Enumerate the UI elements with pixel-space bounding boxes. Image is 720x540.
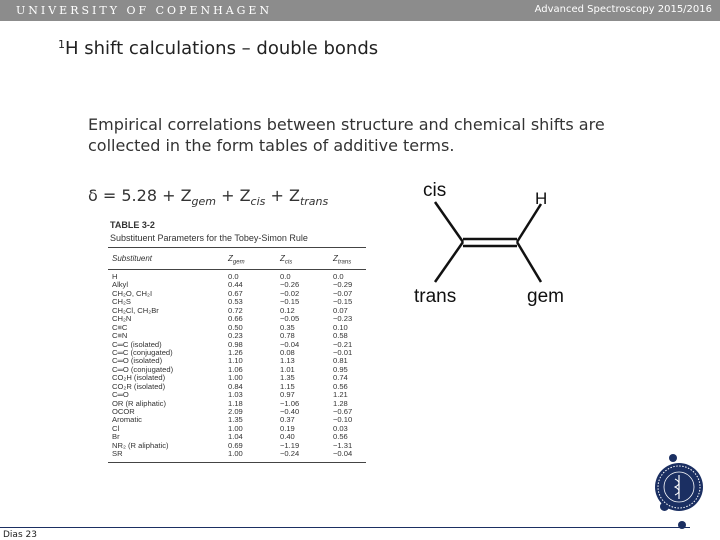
z-gem-cell: 0.84 (228, 381, 243, 391)
z-gem-cell: 1.00 (228, 423, 243, 433)
formula-part: δ = 5.28 + Z (88, 186, 192, 205)
table-row (108, 450, 366, 458)
z-trans-cell: 0.56 (333, 381, 348, 391)
z-letter: Z (333, 254, 338, 263)
z-trans-cell: −0.67 (333, 407, 353, 416)
formula (88, 186, 328, 208)
table-rule (108, 269, 366, 270)
z-letter: Z (228, 254, 233, 263)
z-cis-cell: 1.01 (280, 364, 295, 374)
z-gem-cell: 1.03 (228, 390, 243, 400)
header-substituent: Substituent (112, 254, 153, 263)
z-cis-cell: 0.37 (280, 415, 295, 425)
substituent-cell: OCOR (112, 407, 135, 416)
z-trans-cell: −0.01 (333, 347, 353, 357)
z-cis-cell: 0.78 (280, 331, 295, 341)
z-gem-cell: 0.50 (228, 322, 243, 332)
title-superscript: 1 (58, 38, 65, 51)
z-trans-cell: −1.31 (333, 440, 353, 450)
z-cis-cell: −0.26 (280, 280, 300, 290)
substituent-cell: C≡C (112, 322, 128, 332)
bond-trans (435, 242, 463, 282)
seal-icon (655, 463, 703, 511)
z-cis-cell: 1.35 (280, 373, 295, 383)
slide-title (58, 38, 378, 59)
z-cis-cell: −0.05 (280, 314, 300, 324)
bond-gem (517, 242, 541, 282)
formula-sub-trans: trans (299, 195, 329, 209)
z-cis-cell: 0.97 (280, 390, 295, 400)
z-gem-cell: 0.23 (228, 331, 243, 341)
substituent-table (108, 218, 366, 528)
formula-sub-gem: gem (191, 195, 216, 209)
table-rule (108, 247, 366, 248)
z-gem-cell: 0.0 (228, 272, 239, 281)
header-z-gem (228, 254, 245, 266)
z-gem-cell: 1.04 (228, 432, 243, 442)
substituent-cell: Br (112, 432, 120, 442)
z-gem-cell: 0.72 (228, 305, 243, 315)
z-gem-cell: 1.35 (228, 415, 243, 425)
z-cis-cell: −0.04 (280, 339, 300, 349)
z-cis-cell: −1.19 (280, 440, 300, 450)
z-cis-cell: 1.13 (280, 356, 295, 366)
z-cis-cell: −1.06 (280, 398, 300, 408)
z-trans-cell: 0.03 (333, 423, 348, 433)
z-cis-cell: 0.0 (280, 272, 291, 281)
z-trans-cell: −0.07 (333, 288, 353, 298)
z-gem-cell: 1.00 (228, 373, 243, 383)
z-sub: trans (337, 259, 352, 266)
substituent-cell: C═O (isolated) (112, 356, 163, 366)
z-trans-cell: 0.56 (333, 432, 348, 442)
alkene-structure-diagram (405, 174, 605, 314)
z-cis-cell: 0.40 (280, 432, 295, 442)
z-cis-cell: 0.08 (280, 347, 295, 357)
slide-number: Dias 23 (3, 530, 37, 540)
substituent-cell: Alkyl (112, 280, 129, 290)
z-cis-cell: −0.40 (280, 407, 300, 416)
title-text: H shift calculations – double bonds (65, 38, 379, 59)
decorative-dot (669, 454, 677, 462)
substituent-cell: C═C (isolated) (112, 339, 162, 349)
z-trans-cell: 0.81 (333, 356, 348, 366)
label-cis: cis (423, 180, 447, 201)
z-gem-cell: 0.67 (228, 288, 243, 298)
z-gem-cell: 0.98 (228, 339, 243, 349)
z-trans-cell: −0.23 (333, 314, 353, 324)
substituent-cell: CH₂Cl, CH₂Br (112, 305, 159, 315)
substituent-cell: SR (112, 449, 123, 459)
substituent-cell: H (112, 272, 118, 281)
z-trans-cell: −0.21 (333, 339, 353, 349)
label-h: H (535, 189, 548, 208)
z-cis-cell: 0.35 (280, 322, 295, 332)
z-gem-cell: 0.66 (228, 314, 243, 324)
substituent-cell: C≡N (112, 331, 128, 341)
formula-part: + Z (265, 186, 300, 205)
formula-part: + Z (216, 186, 251, 205)
body-text: Empirical correlations between structure and chemical shifts are collected in the form tables of additive terms. (88, 115, 605, 155)
header-bar (0, 0, 720, 21)
header-z-trans (333, 254, 351, 266)
university-seal-logo (655, 463, 703, 511)
table-subtitle: Substituent Parameters for the Tobey-Simon Rule (110, 233, 308, 243)
substituent-cell: CH₂S (112, 297, 131, 307)
z-sub: gem (232, 259, 245, 266)
z-sub: cis (284, 259, 293, 266)
bond-cis (435, 202, 463, 242)
course-title: Advanced Spectroscopy 2015/2016 (534, 4, 712, 15)
table-rule (108, 462, 366, 463)
footer-divider (0, 527, 690, 528)
z-trans-cell: 0.0 (333, 272, 344, 281)
table-caption: TABLE 3-2 (110, 220, 155, 230)
header-z-cis (280, 254, 292, 266)
substituent-cell: C═O (112, 390, 129, 400)
substituent-cell: C═C (conjugated) (112, 347, 173, 357)
z-trans-cell: −0.04 (333, 449, 353, 459)
z-gem-cell: 0.44 (228, 280, 243, 290)
label-trans: trans (414, 286, 457, 307)
substituent-cell: CH₂N (112, 314, 132, 324)
substituent-cell: CO₂H (isolated) (112, 373, 166, 383)
substituent-cell: NR₂ (R aliphatic) (112, 440, 169, 450)
z-cis-cell: 0.12 (280, 305, 295, 315)
substituent-cell: CH₂O, CH₂I (112, 288, 153, 298)
z-trans-cell: 0.74 (333, 373, 348, 383)
z-trans-cell: 0.95 (333, 364, 348, 374)
label-gem: gem (527, 286, 564, 307)
z-trans-cell: −0.29 (333, 280, 353, 290)
substituent-cell: CO₂R (isolated) (112, 381, 166, 391)
z-cis-cell: 0.19 (280, 423, 295, 433)
z-gem-cell: 2.09 (228, 407, 243, 416)
z-letter: Z (280, 254, 285, 263)
university-name: UNIVERSITY OF COPENHAGEN (16, 4, 273, 17)
formula-sub-cis: cis (250, 195, 266, 209)
substituent-cell: Aromatic (112, 415, 142, 425)
z-gem-cell: 1.10 (228, 356, 243, 366)
z-gem-cell: 0.69 (228, 440, 243, 450)
z-trans-cell: 1.28 (333, 398, 348, 408)
z-cis-cell: −0.24 (280, 449, 300, 459)
z-trans-cell: 0.58 (333, 331, 348, 341)
z-trans-cell: −0.15 (333, 297, 353, 307)
bond-h (517, 204, 541, 242)
z-gem-cell: 1.18 (228, 398, 243, 408)
table-body (108, 273, 366, 459)
z-gem-cell: 1.06 (228, 364, 243, 374)
z-trans-cell: 0.07 (333, 305, 348, 315)
z-cis-cell: −0.15 (280, 297, 300, 307)
z-gem-cell: 1.26 (228, 347, 243, 357)
z-cis-cell: 1.15 (280, 381, 295, 391)
z-cis-cell: −0.02 (280, 288, 300, 298)
z-trans-cell: −0.10 (333, 415, 353, 425)
z-gem-cell: 0.53 (228, 297, 243, 307)
substituent-cell: Cl (112, 423, 120, 433)
substituent-cell: C═O (conjugated) (112, 364, 174, 374)
z-gem-cell: 1.00 (228, 449, 243, 459)
substituent-cell: OR (R aliphatic) (112, 398, 167, 408)
z-trans-cell: 0.10 (333, 322, 348, 332)
z-trans-cell: 1.21 (333, 390, 348, 400)
